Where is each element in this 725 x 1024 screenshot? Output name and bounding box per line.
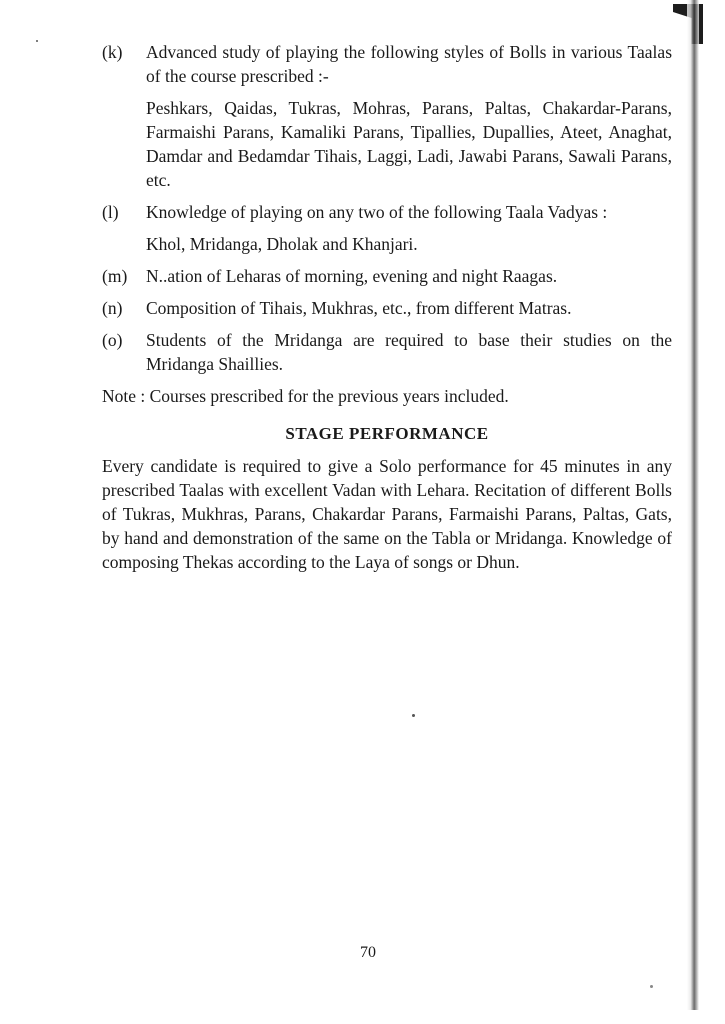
item-marker: (n) (102, 298, 123, 318)
note-text: Note : Courses prescribed for the previous years included. (102, 386, 509, 406)
item-text: Advanced study of playing the following styles of Bolls in various Taalas of the course prescribed :- (146, 42, 672, 86)
scan-speck (412, 714, 415, 717)
item-marker: (l) (102, 202, 119, 222)
scan-speck (650, 985, 653, 988)
item-text: N..ation of Leharas of morning, evening and night Raagas. (146, 266, 558, 286)
list-item-l (102, 200, 672, 224)
item-sublist: Peshkars, Qaidas, Tukras, Mohras, Parans, Paltas, Chakardar-Parans, Farmaishi Parans, Kamaliki Parans, Tipallies, Dupallies, Ateet, Anaghat, Damdar and Bedamdar Tihais, Laggi, Ladi, Jawabi Parans, Sawali Parans, etc. (146, 98, 672, 190)
list-item-m (102, 264, 672, 288)
section-heading: STAGE PERFORMANCE (285, 424, 489, 443)
item-text: Students of the Mridanga are required to base their studies on the Mridanga Shaillies. (146, 330, 672, 374)
scan-speck (36, 40, 38, 42)
item-marker: (m) (102, 266, 128, 286)
item-marker: (k) (102, 42, 123, 62)
page-number: 70 (360, 944, 376, 961)
item-marker: (o) (102, 330, 123, 350)
item-text: Knowledge of playing on any two of the following Taala Vadyas : (146, 202, 608, 222)
item-sublist: Khol, Mridanga, Dholak and Khanjari. (146, 234, 418, 254)
list-item-o (102, 328, 672, 376)
stage-performance-paragraph: Every candidate is required to give a Solo performance for 45 minutes in any prescribed Taalas with excellent Vadan with Lehara. Recitation of different Bolls of Tukras, Mukhras, Parans, Chakardar Parans, Farmaishi Parans, Paltas, Gats, by hand and demonstration of the same on the Tabla or Mridanga. Knowledge of composing Thekas according to the Laya of songs or Dhun. (102, 456, 672, 572)
scan-edge (687, 0, 699, 1010)
item-text: Composition of Tihais, Mukhras, etc., from different Matras. (146, 298, 572, 318)
list-item-k (102, 40, 672, 88)
page-body (102, 40, 672, 574)
list-item-n (102, 296, 672, 320)
